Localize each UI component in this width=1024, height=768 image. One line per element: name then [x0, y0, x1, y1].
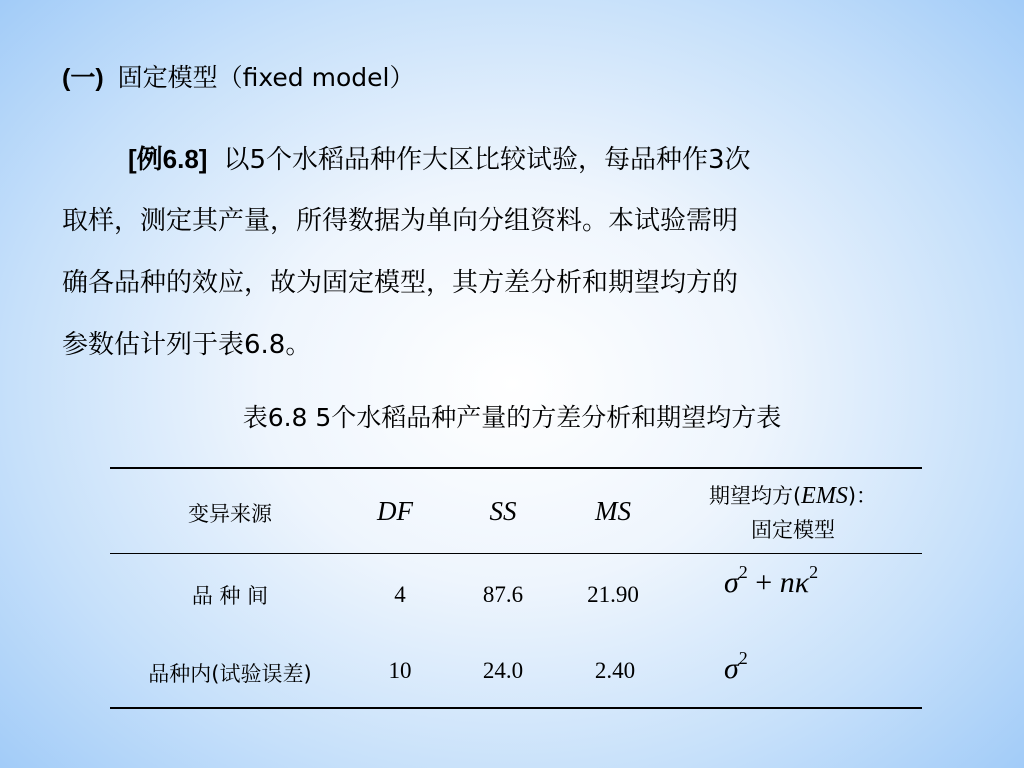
row2-source: 品种内(试验误差) [148, 662, 312, 686]
row1-df: 4 [394, 582, 406, 607]
example-ref: [例6.8] [128, 144, 208, 174]
header-ss: SS [489, 496, 517, 526]
paragraph-line: 参数估计列于表6.8。 [62, 330, 312, 360]
row2-df: 10 [388, 658, 412, 683]
row2-ems-formula: $\sigma^2$ [724, 648, 748, 685]
section-number: (一) [62, 64, 104, 92]
header-ms: MS [595, 496, 631, 526]
header-ems-line2: 固定模型 [751, 518, 835, 542]
paragraph-line: 确各品种的效应，故为固定模型，其方差分析和期望均方的 [62, 268, 739, 298]
row1-ss: 87.6 [482, 582, 524, 607]
paragraph-line: 取样，测定其产量，所得数据为单向分组资料。本试验需明 [62, 206, 739, 236]
section-heading [62, 58, 414, 94]
table-caption: 表6.8 5个水稻品种产量的方差分析和期望均方表 [242, 403, 782, 432]
header-ems [668, 479, 918, 547]
table-header-rule [110, 553, 922, 554]
paragraph-line [62, 128, 962, 190]
header-ems-line1: 期望均方(EMS)： [708, 483, 878, 509]
header-source: 变异来源 [188, 502, 272, 526]
table-top-rule [110, 467, 922, 469]
header-df: DF [377, 496, 413, 526]
row1-source: 品 种 间 [191, 584, 269, 608]
row1-ems-formula: $\sigma^2 + n\kappa^2$ [724, 562, 819, 599]
example-paragraph [62, 128, 962, 376]
row2-ms: 2.40 [594, 658, 636, 683]
section-title: 固定模型（fixed model） [117, 63, 415, 92]
table-bottom-rule [110, 707, 922, 709]
row1-ms: 21.90 [587, 582, 639, 607]
row2-ss: 24.0 [482, 658, 524, 683]
paragraph-text: 以5个水稻品种作大区比较试验，每品种作3次 [223, 145, 751, 175]
